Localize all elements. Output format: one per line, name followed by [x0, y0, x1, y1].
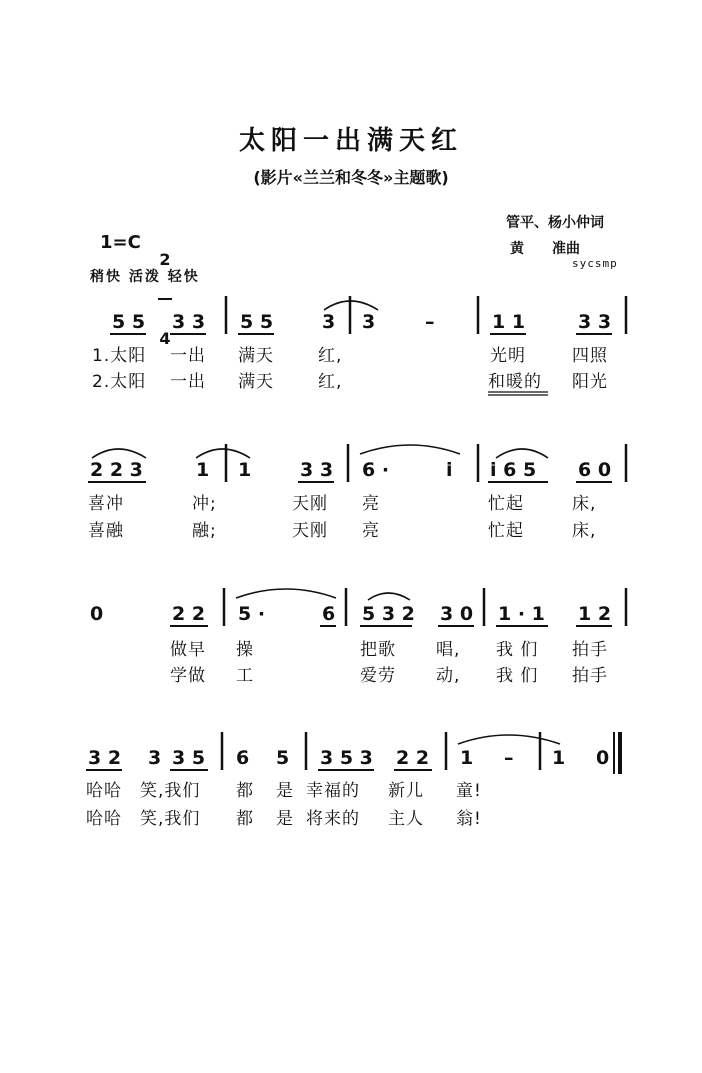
note-group: 2 2 3 — [90, 459, 143, 481]
slur-arc — [92, 449, 146, 458]
lyric: 学做 — [170, 666, 206, 686]
lyric: 床, — [572, 521, 597, 541]
note-group: 5 — [276, 747, 290, 769]
note-group: 3 3 — [172, 311, 206, 333]
note-group: 6 0 — [578, 459, 612, 481]
lyric: 笑,我们 — [140, 809, 201, 829]
lyric: 都 — [236, 781, 254, 801]
lyric: 主人 — [388, 809, 424, 829]
note-group: 0 — [90, 603, 104, 625]
lyric: 唱, — [436, 640, 461, 660]
system-3 — [90, 588, 626, 686]
lyric: 天刚 — [292, 494, 328, 514]
lyric: 亮 — [362, 494, 380, 514]
note-group: 3 2 — [88, 747, 122, 769]
key-signature: 1=C — [100, 232, 141, 253]
note-group: 6 · — [362, 459, 390, 481]
lyric: 哈哈 — [86, 781, 122, 801]
lyric: 满天 — [238, 372, 274, 392]
lyric: 床, — [572, 494, 597, 514]
note-group: 6 — [322, 603, 336, 625]
lyric: 将来的 — [306, 809, 360, 829]
lyric: 笑,我们 — [140, 781, 201, 801]
lyric: 光明 — [490, 346, 526, 366]
lyric: 是 — [276, 781, 294, 801]
note-group: 5 5 — [240, 311, 274, 333]
note-group: 3 — [362, 311, 376, 333]
note-group: 1 2 — [578, 603, 612, 625]
lyricist-credit: 管平、杨小仲词 — [506, 215, 604, 231]
note-group: 3 5 3 — [320, 747, 373, 769]
song-title: 太阳一出满天红 — [238, 126, 463, 156]
lyric: 喜冲 — [88, 494, 124, 514]
note-group: 1 — [552, 747, 566, 769]
lyric: 冲; — [192, 494, 217, 514]
lyric: 我 们 — [496, 640, 539, 660]
lyric: 拍手 — [572, 640, 608, 660]
lyric: 新儿 — [388, 781, 424, 801]
slur-arc — [236, 589, 336, 598]
time-signature-bottom: 4 — [159, 329, 171, 348]
lyric: 忙起 — [488, 494, 524, 514]
tempo-marking: 稍快 活泼 轻快 — [90, 269, 200, 285]
note-group: 1 — [196, 459, 210, 481]
note-group: i — [446, 459, 453, 481]
lyric: 四照 — [572, 346, 608, 366]
note-group: 3 0 — [440, 603, 474, 625]
note-group: 1 1 — [492, 311, 526, 333]
lyric: 满天 — [238, 346, 274, 366]
lyric: 天刚 — [292, 521, 328, 541]
lyric: 翁! — [456, 809, 482, 829]
lyric: 一出 — [170, 346, 206, 366]
note-group: 3 — [322, 311, 336, 333]
lyric: 是 — [276, 809, 294, 829]
lyric: 忙起 — [488, 521, 524, 541]
note-group: 5 5 — [112, 311, 146, 333]
lyric: 红, — [318, 372, 343, 392]
note-group: – — [504, 747, 514, 769]
tie-arc — [196, 449, 250, 458]
lyric: 红, — [318, 346, 343, 366]
note-group: 3 5 — [172, 747, 206, 769]
system-4 — [86, 732, 620, 829]
lyric: 都 — [236, 809, 254, 829]
slur-arc — [496, 449, 548, 458]
lyric: 1.太阳 — [92, 346, 147, 366]
lyric: 和暖的 — [488, 372, 542, 392]
slur-arc — [368, 593, 410, 600]
system-2 — [88, 444, 626, 541]
lyric: 操 — [236, 640, 254, 660]
slur-arc — [360, 445, 460, 454]
note-group: 1 · 1 — [498, 603, 545, 625]
note-group: 3 3 — [300, 459, 334, 481]
lyric: 我 们 — [496, 666, 539, 686]
note-group: 3 — [148, 747, 162, 769]
note-group: 2 2 — [172, 603, 206, 625]
lyric: 童! — [456, 781, 482, 801]
note-group: 6 — [236, 747, 250, 769]
note-group: 3 3 — [578, 311, 612, 333]
lyric: 融; — [192, 521, 217, 541]
lyric: 阳光 — [572, 372, 608, 392]
lyric: 哈哈 — [86, 809, 122, 829]
time-signature-top: 2 — [159, 250, 171, 269]
note-group: 1 — [238, 459, 252, 481]
lyric: 喜融 — [88, 521, 124, 541]
lyric: 亮 — [362, 521, 380, 541]
note-group: i 6 5 — [490, 459, 537, 481]
lyric: 一出 — [170, 372, 206, 392]
note-group: 5 3 2 — [362, 603, 415, 625]
lyric: 动, — [436, 666, 461, 686]
watermark-text: sycsmp — [572, 257, 618, 270]
song-subtitle: (影片«兰兰和冬冬»主题歌) — [253, 168, 449, 187]
note-group: 2 2 — [396, 747, 430, 769]
composer-credit: 黄 准曲 — [510, 241, 580, 257]
note-group: – — [425, 311, 435, 333]
note-group: 0 — [596, 747, 610, 769]
lyric: 做早 — [170, 640, 206, 660]
note-group: 5 · — [238, 603, 266, 625]
lyric: 幸福的 — [306, 781, 360, 801]
lyric: 2.太阳 — [92, 372, 147, 392]
lyric: 爱劳 — [360, 666, 396, 686]
lyric: 拍手 — [572, 666, 608, 686]
lyric: 把歌 — [360, 640, 396, 660]
tie-arc — [458, 735, 560, 744]
note-group: 1 — [460, 747, 474, 769]
lyric: 工 — [236, 666, 254, 686]
system-1 — [92, 296, 626, 395]
